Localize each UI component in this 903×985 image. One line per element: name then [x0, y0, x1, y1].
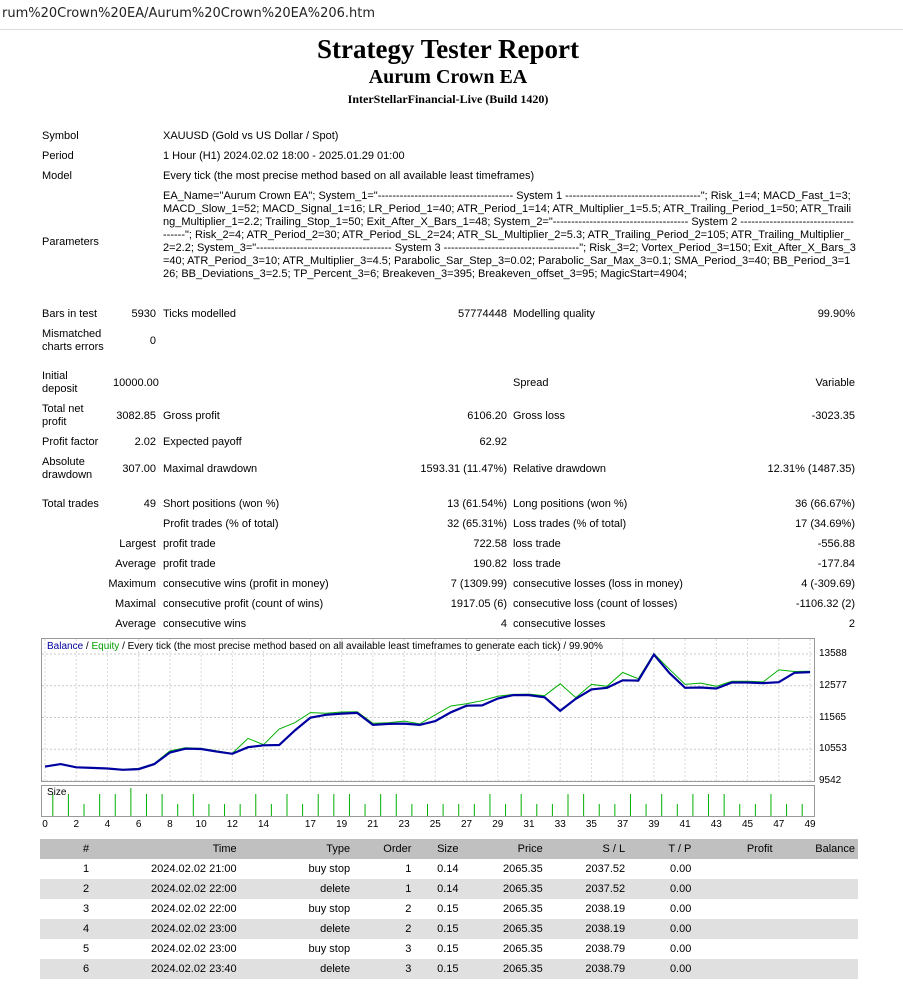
deal-cell: 2038.19: [585, 903, 626, 915]
mcls-label: consecutive loss (count of losses): [513, 598, 678, 610]
maximum-label: Maximum: [108, 578, 156, 590]
deal-row: [40, 939, 858, 959]
ticks-label: Ticks modelled: [163, 308, 236, 320]
deal-cell: 2065.35: [462, 959, 546, 979]
netprofit-label-2: profit: [42, 416, 67, 428]
x-tick-label: 6: [135, 819, 142, 830]
y-tick-label: 10553: [819, 743, 847, 755]
x-tick-label: 0: [42, 819, 48, 830]
apt-label: profit trade: [163, 558, 216, 570]
short-value: 13 (61.54%): [447, 498, 507, 510]
x-tick-label: 35: [585, 819, 597, 830]
deal-cell: 6: [40, 959, 92, 979]
largest-label: Largest: [119, 538, 156, 550]
acw-label: consecutive wins: [163, 618, 247, 630]
deal-cell: 2: [40, 879, 92, 899]
x-tick-label: 17: [304, 819, 316, 830]
x-tick-label: 41: [679, 819, 691, 830]
deal-cell: 0.14: [437, 863, 459, 875]
deal-cell: 0.14: [414, 879, 461, 899]
bars-label: Bars in test: [42, 308, 98, 320]
symbol-label: Symbol: [42, 130, 79, 142]
acl-value: 2: [848, 618, 855, 630]
deal-cell: 2065.35: [462, 919, 546, 939]
x-tick-label: 19: [336, 819, 348, 830]
size-label: Size: [47, 787, 67, 798]
deal-cell: [776, 959, 858, 979]
deals-table: [40, 839, 858, 979]
grossloss-value: -3023.35: [811, 410, 855, 422]
period-label: Period: [42, 150, 74, 162]
chart-legend: [47, 641, 603, 653]
deal-cell: 0.15: [437, 903, 459, 915]
x-tick-label: 10: [195, 819, 207, 830]
trades-label: Total trades: [42, 498, 99, 510]
netprofit-value: 3082.85: [116, 410, 156, 422]
deal-cell: 2037.52: [585, 863, 626, 875]
deal-cell: 3: [405, 943, 412, 955]
deals-header-cell: T / P: [628, 839, 694, 859]
deals-header-cell: Balance: [776, 839, 858, 859]
netprofit-label-1: Total net: [42, 403, 84, 415]
deals-header-cell: Profit: [694, 839, 775, 859]
deal-cell: 2024.02.02 23:00: [92, 919, 240, 939]
deal-cell: [694, 879, 775, 899]
x-tick-label: 37: [617, 819, 629, 830]
series-line-balance: [45, 655, 810, 770]
deal-cell: 2038.79: [585, 943, 626, 955]
ltrades-value: 17 (34.69%): [795, 518, 855, 530]
x-tick-label: 25: [429, 819, 441, 830]
absdd-value: 307.00: [122, 463, 156, 475]
quality-label: Modelling quality: [513, 308, 595, 320]
deals-header-cell: Size: [414, 839, 461, 859]
maxdd-label: Maximal drawdown: [163, 463, 258, 475]
mcls-value: -1106.32 (2): [795, 598, 855, 610]
mcp-value: 1917.05 (6): [450, 598, 507, 610]
reldd-value: 12.31% (1487.35): [767, 463, 855, 475]
average-label: Average: [115, 558, 156, 570]
deal-cell: 2024.02.02 22:00: [92, 879, 240, 899]
deal-cell: 0.00: [628, 959, 694, 979]
deal-cell: [776, 859, 858, 879]
deal-cell: 2065.35: [502, 943, 543, 955]
ticks-value: 57774448: [458, 308, 507, 320]
x-tick-label: 49: [804, 819, 816, 830]
lpt-value: 722.58: [473, 538, 507, 550]
address-bar[interactable]: rum%20Crown%20EA/Aurum%20Crown%20EA%206.htm: [0, 0, 903, 30]
short-label: Short positions (won %): [163, 498, 280, 510]
deal-cell: 0.00: [669, 943, 692, 955]
parameters-label: Parameters: [42, 236, 99, 248]
absdd-label-2: drawdown: [42, 469, 93, 481]
deal-cell: 2065.35: [462, 879, 546, 899]
x-tick-label: 39: [648, 819, 660, 830]
legend-equity: Equity: [91, 641, 120, 652]
x-tick-label: 21: [367, 819, 379, 830]
pf-label: Profit factor: [42, 436, 99, 448]
deposit-label-1: Initial: [42, 370, 68, 382]
deposit-label-2: deposit: [42, 383, 78, 395]
x-tick-label: 33: [554, 819, 566, 830]
ltrades-label: Loss trades (% of total): [513, 518, 627, 530]
deal-cell: 3: [82, 903, 90, 915]
mcp-label: consecutive profit (count of wins): [163, 598, 324, 610]
model-value: Every tick (the most precise method based on all available least timeframes): [163, 170, 535, 182]
long-label: Long positions (won %): [513, 498, 628, 510]
deal-cell: 2065.35: [502, 903, 543, 915]
deals-header-cell: Time: [92, 839, 240, 859]
series-line-equity: [45, 654, 810, 770]
deal-cell: 0.00: [628, 879, 694, 899]
deal-cell: [694, 939, 775, 959]
deal-cell: 2: [353, 919, 414, 939]
reldd-label: Relative drawdown: [513, 463, 606, 475]
mcl-label: consecutive losses (loss in money): [513, 578, 683, 590]
deals-header-cell: S / L: [546, 839, 628, 859]
x-tick-label: 47: [773, 819, 785, 830]
deal-row: [40, 899, 858, 919]
deals-header-cell: #: [40, 839, 92, 859]
deal-cell: 2065.35: [502, 863, 543, 875]
average2-label: Average: [115, 618, 156, 630]
deal-cell: 0.00: [669, 903, 692, 915]
absdd-label-1: Absolute: [42, 456, 85, 468]
deal-cell: buy stop: [308, 903, 351, 915]
deals-header-cell: Order: [353, 839, 414, 859]
mismatched-label-1: Mismatched: [42, 328, 102, 340]
deal-cell: [694, 859, 775, 879]
ptrades-label: Profit trades (% of total): [163, 518, 279, 530]
legend-balance: Balance: [47, 641, 84, 652]
deal-cell: 3: [353, 959, 414, 979]
maxdd-value: 1593.31 (11.47%): [420, 463, 507, 475]
deal-cell: 2024.02.02 23:40: [92, 959, 240, 979]
x-tick-label: 23: [398, 819, 410, 830]
mcw-label: consecutive wins (profit in money): [163, 578, 329, 590]
period-value: 1 Hour (H1) 2024.02.02 18:00 - 2025.01.29 01:00: [163, 150, 405, 162]
deal-cell: 2: [405, 903, 412, 915]
x-tick-label: 45: [741, 819, 754, 830]
deal-cell: delete: [240, 959, 353, 979]
deal-cell: 0.00: [628, 919, 694, 939]
deal-cell: 0.15: [437, 943, 459, 955]
x-tick-label: 27: [460, 819, 473, 830]
model-label: Model: [42, 170, 72, 182]
deal-cell: 2037.52: [546, 879, 628, 899]
payoff-label: Expected payoff: [163, 436, 242, 448]
deal-cell: 0.15: [414, 919, 461, 939]
llt-value: -556.88: [817, 538, 855, 550]
x-tick-label: 31: [523, 819, 535, 830]
deal-cell: [694, 899, 775, 919]
deal-row: [40, 859, 858, 879]
report-title: Strategy Tester Report: [317, 34, 579, 64]
apt-value: 190.82: [473, 558, 507, 570]
y-tick-label: 9542: [819, 775, 842, 786]
deal-cell: buy stop: [308, 943, 351, 955]
deal-row: [40, 879, 858, 899]
parameters-value: EA_Name="Aurum Crown EA"; System_1="------------------------------------- System 1 -------------------------------------"; Risk_1=4; MACD_Fast_1=3; MACD_Slow_1=52; MACD_Signal_1=16; LR_Period_1=40; ATR_Period_1=14; ATR_Multiplier_1=5.5; ATR_Trailing_Period_1=50; ATR_Trailing_Multiplier_1=2.2; Trailing_Stop_1=50; Exit_After_X_Bars_1=48; System_2="------------------------------------- System 2 -------------------------------------"; Risk_2=4; ATR_Period_2=30; ATR_Period_SL_2=24; ATR_SL_Multiplier_2=5.3; ATR_Trailing_Period_2=105; ATR_Trailing_Multiplier_2=2.2; System_3="------------------------------------- System 3 -------------------------------------"; Risk_3=2; Vortex_Period_3=150; Exit_After_X_Bars_3=40; ATR_Period_3=10; ATR_Multiplier_3=4.5; Parabolic_Sar_Step_3=0.02; Parabolic_Sar_Max_3=0.1; SMA_Period_3=40; BB_Period_3=126; BB_Deviations_3=2.5; TP_Percent_3=6; Breakeven_3=395; Breakeven_offset_3=95; MagicStart=4904;: [163, 190, 856, 280]
deal-cell: 1: [405, 863, 412, 875]
grossprofit-label: Gross profit: [163, 410, 220, 422]
deal-cell: 4: [40, 919, 92, 939]
deal-cell: 2038.79: [546, 959, 628, 979]
maximal-label: Maximal: [115, 598, 156, 610]
deal-cell: 0.00: [669, 863, 692, 875]
deal-cell: 1: [353, 879, 414, 899]
lpt-label: profit trade: [163, 538, 216, 550]
deals-header-cell: Type: [240, 839, 353, 859]
alt-label: loss trade: [513, 558, 561, 570]
spread-value: Variable: [815, 377, 855, 389]
grossprofit-value: 6106.20: [467, 410, 507, 422]
deal-cell: 2024.02.02 21:00: [151, 863, 237, 875]
quality-value: 99.90%: [817, 308, 855, 320]
deal-cell: buy stop: [308, 863, 351, 875]
legend-slash: /: [85, 641, 89, 652]
acw-value: 4: [500, 618, 507, 630]
payoff-value: 62.92: [479, 436, 507, 448]
size-chart: [42, 786, 814, 816]
y-tick-label: 13588: [819, 648, 847, 659]
deal-cell: [694, 959, 775, 979]
mismatched-label-2: charts errors: [42, 341, 104, 353]
mcl-value: 4 (-309.69): [801, 578, 855, 590]
spread-label: Spread: [513, 377, 549, 389]
grossloss-label: Gross loss: [513, 410, 565, 422]
deal-cell: 0.15: [414, 959, 461, 979]
x-tick-label: 8: [167, 819, 173, 830]
x-tick-label: 14: [258, 819, 270, 830]
pf-value: 2.02: [134, 436, 156, 448]
y-tick-label: 12577: [819, 679, 847, 691]
deal-cell: 1: [82, 863, 90, 875]
ea-name: Aurum Crown EA: [368, 66, 528, 88]
x-tick-label: 4: [104, 819, 111, 830]
x-tick-label: 12: [226, 819, 238, 830]
acl-label: consecutive losses: [513, 618, 606, 630]
alt-value: -177.84: [817, 558, 855, 570]
deal-cell: delete: [240, 879, 353, 899]
x-tick-label: 29: [492, 819, 504, 830]
long-value: 36 (66.67%): [795, 498, 855, 510]
mismatched-value: 0: [149, 335, 156, 347]
y-tick-label: 11565: [819, 711, 847, 723]
deposit-value: 10000.00: [113, 377, 159, 389]
deal-row: [40, 919, 858, 939]
deal-cell: [776, 879, 858, 899]
x-tick-label: 43: [710, 819, 722, 830]
symbol-value: XAUUSD (Gold vs US Dollar / Spot): [163, 130, 339, 142]
deals-header-row: [40, 839, 858, 859]
deal-row: [40, 959, 858, 979]
deal-cell: [776, 919, 858, 939]
deal-cell: 5: [82, 943, 90, 955]
deal-cell: 2024.02.02 23:00: [151, 943, 237, 955]
server-name: InterStellarFinancial-Live (Build 1420): [347, 92, 549, 106]
deal-cell: 2024.02.02 22:00: [151, 903, 237, 915]
deal-cell: 2038.19: [546, 919, 628, 939]
llt-label: loss trade: [513, 538, 561, 550]
bars-value: 5930: [131, 308, 156, 320]
deal-cell: delete: [240, 919, 353, 939]
deals-header-cell: Price: [462, 839, 546, 859]
ptrades-value: 32 (65.31%): [447, 518, 507, 530]
mcw-value: 7 (1309.99): [450, 578, 507, 590]
deal-cell: [776, 939, 858, 959]
legend-description: / Every tick (the most precise method based on all available least timeframes to generate each tick) / 99.90%: [122, 641, 603, 652]
deal-cell: [694, 919, 775, 939]
balance-chart: [42, 639, 814, 781]
deal-cell: [776, 899, 858, 919]
trades-value: 49: [143, 498, 156, 510]
x-tick-label: 2: [73, 819, 79, 830]
